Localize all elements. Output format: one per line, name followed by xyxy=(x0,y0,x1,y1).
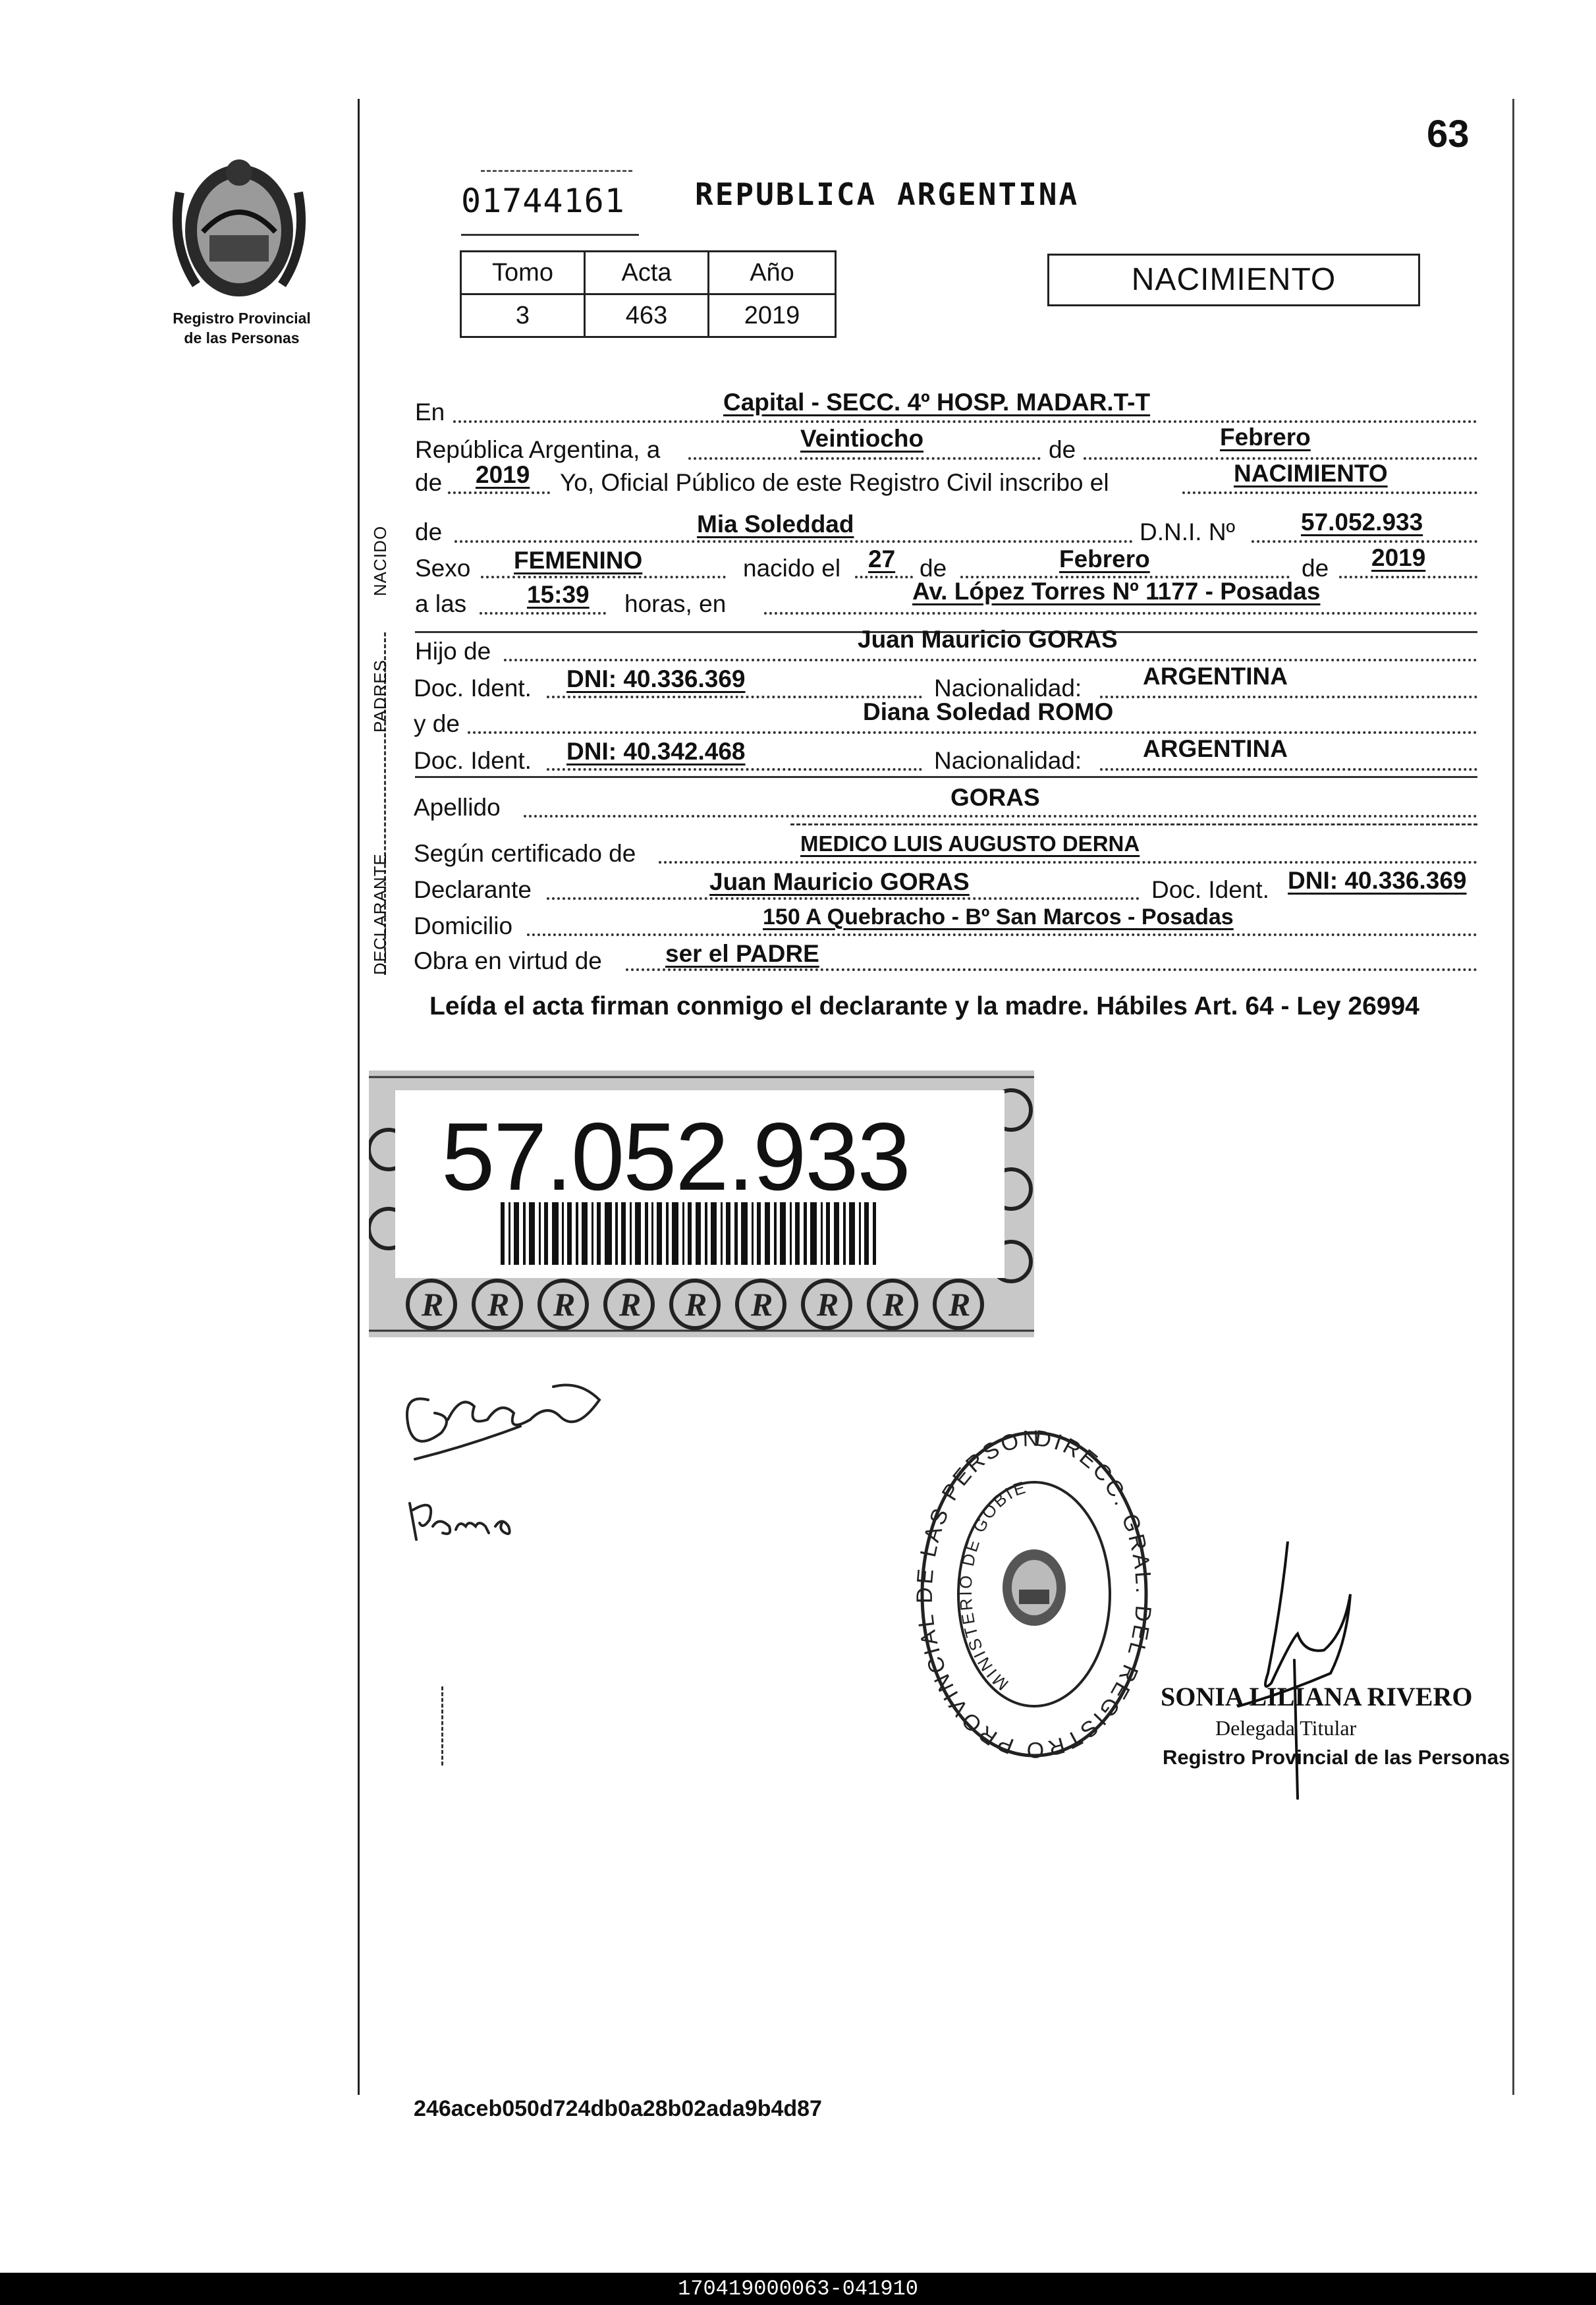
dni-sticker-number: 57.052.933 xyxy=(441,1103,910,1210)
record-table-header: Tomo xyxy=(461,252,585,294)
record-table-header-row xyxy=(461,252,836,294)
registry-caption-line2: de las Personas xyxy=(184,329,300,347)
dotted-line xyxy=(764,612,1477,615)
de-label: de xyxy=(1049,436,1076,463)
father-signature xyxy=(389,1354,613,1472)
dotted-line xyxy=(1100,696,1477,698)
svg-text:R: R xyxy=(619,1286,642,1323)
footer-bar xyxy=(0,2273,1596,2305)
en-label: En xyxy=(415,399,445,426)
father-nationality-value: ARGENTINA xyxy=(1143,663,1288,690)
svg-text:R: R xyxy=(422,1286,444,1323)
certificate-label: Según certificado de xyxy=(414,840,636,867)
registry-caption-line1: Registro Provincial xyxy=(173,310,311,327)
mother-signature xyxy=(403,1490,561,1549)
record-table-cell: 3 xyxy=(461,294,585,337)
work-reason-value: ser el PADRE xyxy=(665,940,819,967)
de-label-5: de xyxy=(1302,555,1329,582)
stamp-outer-text: DIRECC. GRAL. DEL REGISTRO PROVINCIAL DE LAS PERSON xyxy=(912,1426,1156,1762)
closing-text: Leída el acta firman conmigo el declarante y la madre. Hábiles Art. 64 - Ley 26994 xyxy=(429,992,1419,1020)
mother-doc-value: DNI: 40.342.468 xyxy=(566,738,746,765)
birth-place-value: Av. López Torres Nº 1177 - Posadas xyxy=(912,578,1321,605)
birth-month-value: Febrero xyxy=(1059,545,1150,572)
stamp-inner-text: MINISTERIO DE GOBIE xyxy=(955,1476,1030,1695)
left-margin-dashes-low xyxy=(441,1686,443,1765)
record-table-cell: 2019 xyxy=(709,294,836,337)
official-stamp xyxy=(912,1420,1156,1762)
birth-time-value: 15:39 xyxy=(527,581,590,608)
de-label-3: de xyxy=(415,518,443,545)
de-label-4: de xyxy=(920,555,947,582)
doc-ident-label-2: Doc. Ident. xyxy=(414,747,532,774)
and-of-label: y de xyxy=(414,710,460,737)
doc-ident-label: Doc. Ident. xyxy=(414,675,532,702)
svg-text:R: R xyxy=(685,1286,707,1323)
side-label-born: NACIDO xyxy=(370,525,390,596)
birth-year-value: 2019 xyxy=(1371,544,1426,571)
side-label-parents: PADRES xyxy=(370,659,390,733)
officer-text: Yo, Oficial Público de este Registro Civil inscribo el xyxy=(560,469,1109,496)
coat-of-arms-icon xyxy=(163,153,315,304)
document-hash: 246aceb050d724db0a28b02ada9b4d87 xyxy=(414,2096,822,2121)
svg-text:R: R xyxy=(553,1286,576,1323)
dotted-line xyxy=(1182,491,1477,494)
address-label: Domicilio xyxy=(414,912,513,939)
section-divider xyxy=(415,776,1477,778)
right-border xyxy=(1512,99,1514,2095)
dotted-line xyxy=(527,933,1477,936)
record-kind-value: NACIMIENTO xyxy=(1234,460,1388,487)
dotted-line xyxy=(1252,540,1477,543)
signer-office: Registro Provincial de las Personas xyxy=(1163,1746,1510,1769)
child-name-value: Mia Soleddad xyxy=(697,511,854,538)
mother-name-value: Diana Soledad ROMO xyxy=(863,698,1114,725)
dotted-line xyxy=(454,540,1133,543)
surname-value: GORAS xyxy=(950,784,1040,811)
sex-value: FEMENINO xyxy=(514,547,643,574)
signature-icon xyxy=(403,1490,561,1549)
address-value: 150 A Quebracho - Bº San Marcos - Posadas xyxy=(763,904,1234,930)
stamp-seal-icon xyxy=(912,1420,1156,1762)
act-type-box: NACIMIENTO xyxy=(1047,254,1420,306)
son-of-label: Hijo de xyxy=(415,638,491,665)
nationality-label-2: Nacionalidad: xyxy=(934,747,1082,774)
serial-underline xyxy=(461,234,639,236)
record-table xyxy=(460,250,837,338)
child-dni-value: 57.052.933 xyxy=(1301,509,1423,536)
record-table-cell: 463 xyxy=(585,294,709,337)
registry-logo xyxy=(163,153,315,304)
father-name-value: Juan Mauricio GORAS xyxy=(858,626,1118,653)
dotted-line xyxy=(448,491,550,494)
dotted-line xyxy=(547,897,1140,900)
mother-nationality-value: ARGENTINA xyxy=(1143,735,1288,762)
side-label-declarant: DECLARANTE xyxy=(370,853,390,975)
dotted-line xyxy=(1100,768,1477,771)
svg-text:R: R xyxy=(487,1286,510,1323)
dotted-line xyxy=(688,457,1041,460)
day-words-value: Veintiocho xyxy=(800,425,924,452)
dotted-line xyxy=(468,731,1477,734)
certificate-value: MEDICO LUIS AUGUSTO DERNA xyxy=(800,831,1140,856)
registry-caption xyxy=(153,308,331,348)
section-divider xyxy=(790,823,1477,825)
dotted-line xyxy=(481,576,726,578)
record-table-value-row xyxy=(461,294,836,337)
serial-number: 01744161 xyxy=(461,182,625,220)
page-number: 63 xyxy=(1427,113,1470,155)
record-table-header: Año xyxy=(709,252,836,294)
dotted-line xyxy=(480,612,606,615)
birth-day-value: 27 xyxy=(868,545,896,572)
dotted-line xyxy=(1339,576,1477,578)
country-title: REPUBLICA ARGENTINA xyxy=(695,177,1080,212)
signer-name: SONIA LILIANA RIVERO xyxy=(1161,1682,1473,1711)
dotted-line xyxy=(524,815,1477,818)
dotted-line xyxy=(659,861,1477,864)
declarant-doc-label: Doc. Ident. xyxy=(1151,876,1269,903)
serial-overline xyxy=(481,170,632,172)
dotted-line xyxy=(626,968,1477,971)
work-label: Obra en virtud de xyxy=(414,947,602,974)
left-border xyxy=(358,99,360,2095)
de-label-2: de xyxy=(415,469,443,496)
svg-text:R: R xyxy=(949,1286,971,1323)
born-label: nacido el xyxy=(743,555,841,582)
svg-text:R: R xyxy=(751,1286,773,1323)
place-value: Capital - SECC. 4º HOSP. MADAR.T-T xyxy=(723,389,1151,416)
month-value: Febrero xyxy=(1220,424,1311,451)
sex-label: Sexo xyxy=(415,555,471,582)
dni-label: D.N.I. Nº xyxy=(1140,518,1236,545)
record-table-header: Acta xyxy=(585,252,709,294)
dotted-line xyxy=(547,768,922,771)
father-doc-value: DNI: 40.336.369 xyxy=(566,665,746,692)
hours-label: horas, en xyxy=(624,590,727,617)
dotted-line xyxy=(855,576,913,578)
time-label: a las xyxy=(415,590,467,617)
dotted-line xyxy=(453,420,1477,423)
footer-code: 170419000063-041910 xyxy=(678,2277,918,2301)
republic-label: República Argentina, a xyxy=(415,436,661,463)
declarant-doc-value: DNI: 40.336.369 xyxy=(1288,867,1467,894)
dotted-line xyxy=(504,659,1477,661)
svg-text:R: R xyxy=(883,1286,905,1323)
surname-label: Apellido xyxy=(414,794,501,821)
signature-icon xyxy=(389,1354,613,1472)
svg-text:R: R xyxy=(817,1286,839,1323)
declarant-name-value: Juan Mauricio GORAS xyxy=(709,868,970,895)
year-value: 2019 xyxy=(476,461,530,488)
nationality-label: Nacionalidad: xyxy=(934,675,1082,702)
signer-title: Delegada Titular xyxy=(1215,1716,1357,1740)
declarant-label: Declarante xyxy=(414,876,532,903)
